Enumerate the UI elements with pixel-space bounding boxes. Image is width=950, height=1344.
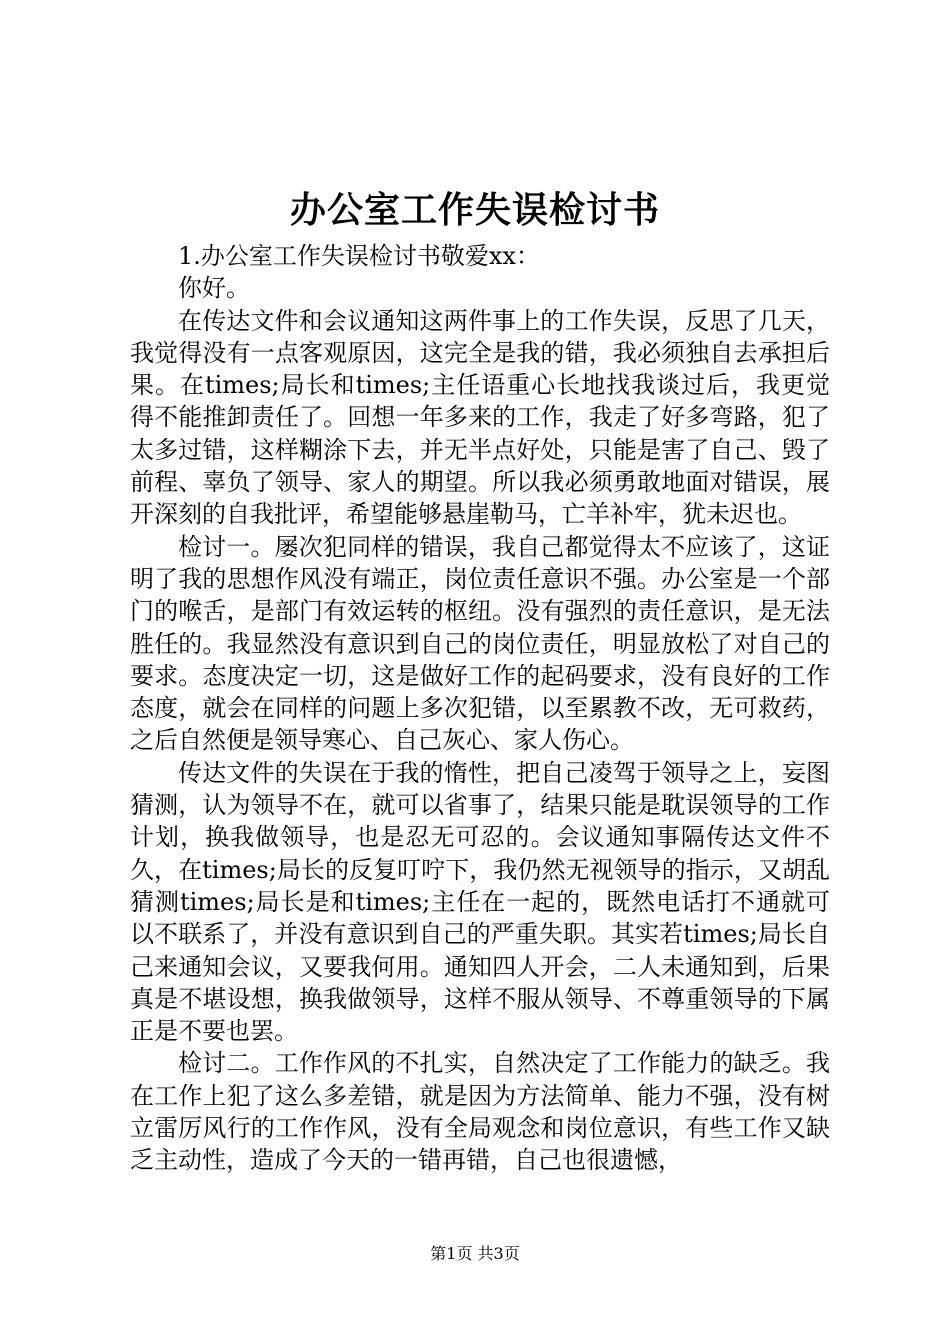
body-paragraph: 传达文件的失误在于我的惰性，把自己凌驾于领导之上，妄图猜测，认为领导不在，就可以省事了，结果只能是耽误领导的工作计划，换我做领导，也是忍无可忍的。会议通知事隔传达文件不久，在times;局长的反复叮咛下，我仍然无视领导的指示，又胡乱猜测times;局长是和times;主任在一起的，既然电话打不通就可以不联系了，并没有意识到自己的严重失职。其实若times;局长自己来通知会议，又要我何用。通知四人开会，二人未通知到，后果真是不堪设想，换我做领导，这样不服从领导、不尊重领导的下属正是不要也罢。 xyxy=(130,758,830,1046)
document-body xyxy=(130,240,830,1177)
salutation-line: 1.办公室工作失误检讨书敬爱xx： xyxy=(178,242,540,270)
document-title: 办公室工作失误检讨书 xyxy=(289,189,660,231)
body-paragraph: 在传达文件和会议通知这两件事上的工作失误，反思了几天，我觉得没有一点客观原因，这完全是我的错，我必须独自去承担后果。在times;局长和times;主任语重心长地找我谈过后，我更觉得不能推卸责任了。回想一年多来的工作，我走了好多弯路，犯了太多过错，这样糊涂下去，并无半点好处，只能是害了自己、毁了前程、辜负了领导、家人的期望。所以我必须勇敢地面对错误，展开深刻的自我批评，希望能够悬崖勒马，亡羊补牢，犹未迟也。 xyxy=(130,306,830,529)
body-paragraph: 检讨二。工作作风的不扎实，自然决定了工作能力的缺乏。我在工作上犯了这么多差错，就是因为方法简单、能力不强，没有树立雷厉风行的工作作风，没有全局观念和岗位意识，有些工作又缺乏主动性，造成了今天的一错再错，自己也很遗憾， xyxy=(130,1049,830,1175)
greeting-line: 你好。 xyxy=(178,274,250,303)
body-paragraph: 检讨一。屡次犯同样的错误，我自己都觉得太不应该了，这证明了我的思想作风没有端正，岗位责任意识不强。办公室是一个部门的喉舌，是部门有效运转的枢纽。没有强烈的责任意识，是无法胜任的。我显然没有意识到自己的岗位责任，明显放松了对自己的要求。态度决定一切，这是做好工作的起码要求，没有良好的工作态度，就会在同样的问题上多次犯错，以至累教不改，无可救药，之后自然便是领导寒心、自己灰心、家人伤心。 xyxy=(130,532,830,755)
page-number-footer: 第1页 共3页 xyxy=(430,1244,520,1263)
